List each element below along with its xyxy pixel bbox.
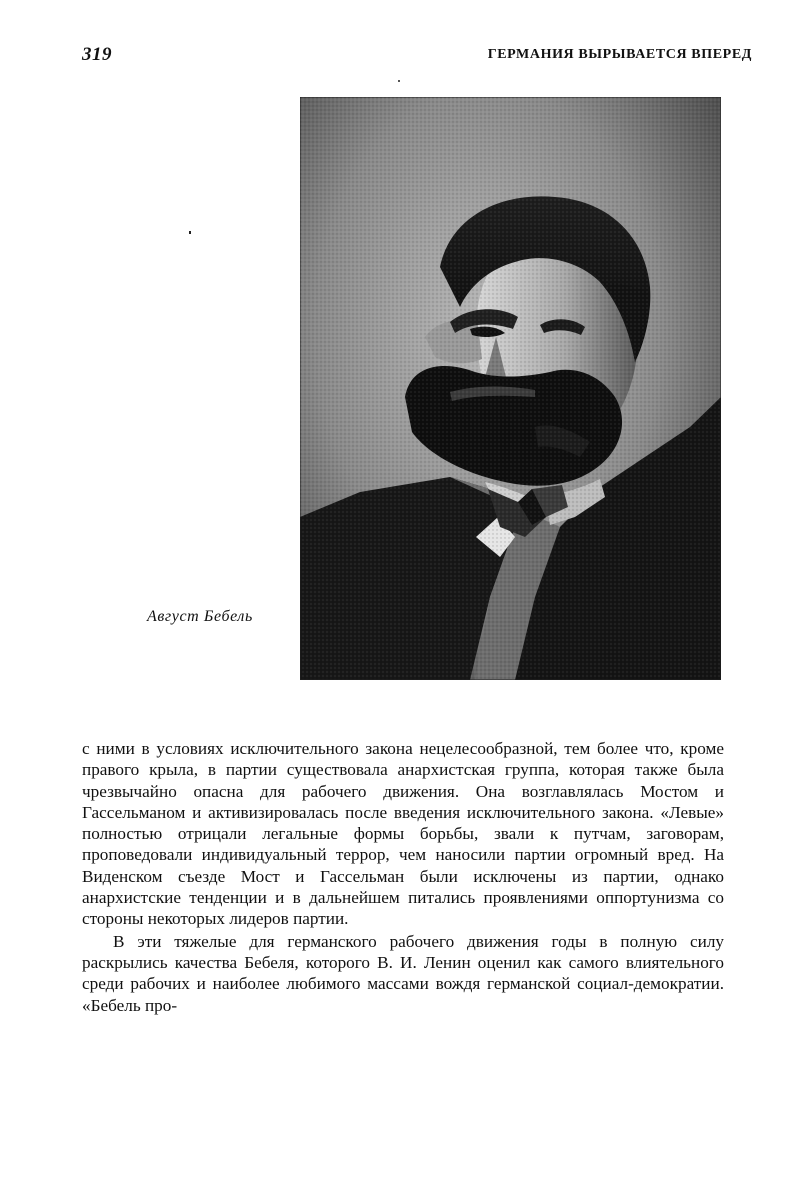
print-speck [398, 80, 400, 82]
portrait-photo [300, 97, 721, 680]
paragraph: с ними в условиях исключительного закона нецелесообразной, тем более что, кроме правого крыла, в партии существовала анархистская группа, которая также была чрезвычайно опасна для рабочего движения. Она возглавлялась Мостом и Гассельманом и активизировалась после введения исключительного закона. «Левые» полностью отрицали легальные формы борьбы, звали к путчам, заговорам, проповедовали индивидуальный террор, чем наносили партии огромный вред. На Виденском съезде Мост и Гассельман были исключены из партии, однако анархистские тенденции и в дальнейшем питались проявлениями оппортунизма со стороны некоторых лидеров партии. [82, 739, 724, 929]
body-text [82, 738, 724, 1016]
print-speck [189, 231, 191, 234]
paragraph: В эти тяжелые для германского рабочего движения годы в полную силу раскрылись качества Бебеля, которого В. И. Ленин оценил как самого влиятельного среди рабочих и наиболее любимого массами вождя германской социал-демократии. «Бебель про- [82, 931, 724, 1015]
figure-caption: Август Бебель [147, 608, 253, 625]
page-number: 319 [82, 44, 112, 65]
running-title: ГЕРМАНИЯ ВЫРЫВАЕТСЯ ВПЕРЕД [487, 47, 752, 62]
